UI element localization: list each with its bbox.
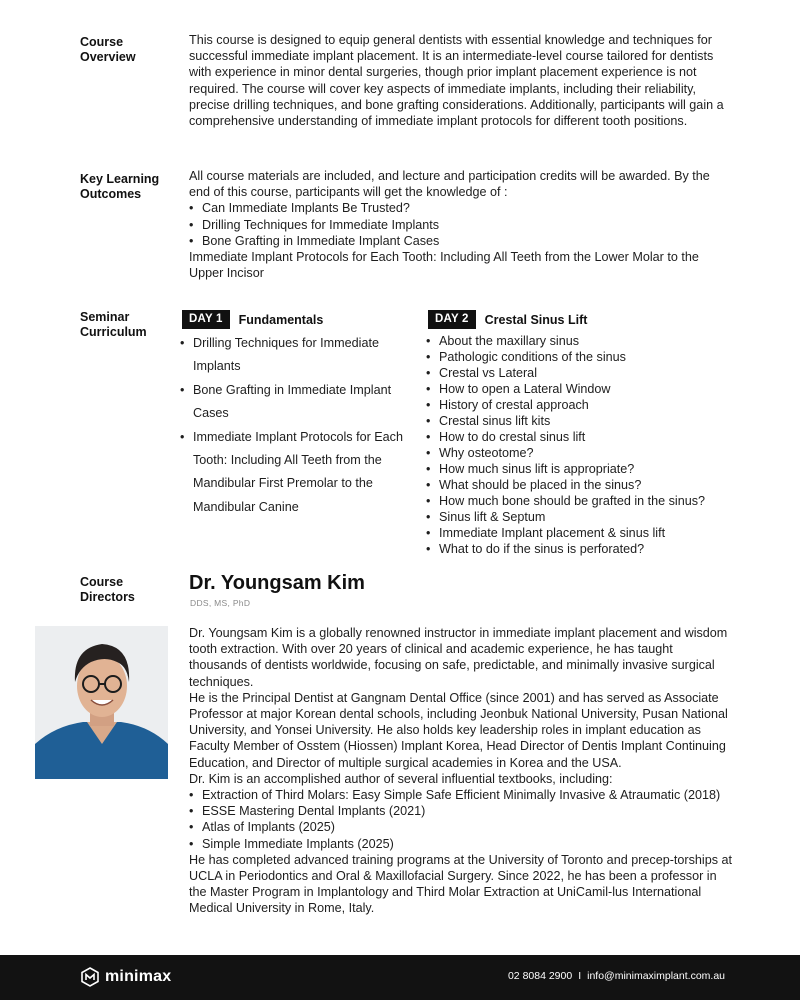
day2-title: Crestal Sinus Lift: [484, 312, 588, 327]
footer-contact: [508, 970, 725, 982]
list-item: • Immediate Implant Protocols for Each Tooth: Including All Teeth from the Mandibular First Premolar to the Mandibular Canine: [180, 426, 410, 520]
day2-header: [428, 310, 587, 329]
day1-title: Fundamentals: [238, 312, 324, 327]
day2-list: [426, 333, 746, 557]
brand-name: minimax: [105, 968, 172, 985]
list-item: • How much sinus lift is appropriate?: [426, 461, 746, 477]
bio-paragraph: He is the Principal Dentist at Gangnam Dental Office (since 2001) and has served as Associate Professor at major Korean dental schools, including Jeonbuk National University, Pusan National University, and Yonsei University. He also holds key leadership roles in implant education as Faculty Member of Osstem (Hiossen) Implant Korea, Head Director of Dentis Implant Continuing Education, and Director of multiple surgical academies in Korea and the USA.: [189, 690, 728, 770]
list-item: • Bone Grafting in Immediate Implant Cases: [189, 233, 734, 249]
list-item: • How to open a Lateral Window: [426, 381, 746, 397]
overview-text: This course is designed to equip general dentists with essential knowledge and techniques for successful immediate implant placement. It is an intermediate-level course tailored for dentists with experience in minor dental surgeries, though prior implant placement experience is not required. The course will cover key aspects of immediate implants, including their reliability, precise drilling techniques, and bone grafting considerations. Additionally, participants will gain a comprehensive understanding of immediate implant protocols for different tooth positions.: [189, 33, 724, 129]
list-item: • Atlas of Implants (2025): [189, 819, 734, 835]
list-item: • Can Immediate Implants Be Trusted?: [189, 200, 734, 216]
footer-separator: I: [578, 970, 582, 982]
list-item: • Crestal vs Lateral: [426, 365, 746, 381]
list-item: • Crestal sinus lift kits: [426, 413, 746, 429]
outcomes-intro: All course materials are included, and lecture and participation credits will be awarded. By the end of this course, participants will get the knowledge of :: [189, 169, 710, 200]
day1-list: [180, 332, 410, 519]
section-label-curriculum: Seminar Curriculum: [80, 310, 147, 339]
footer-email[interactable]: info@minimaximplant.com.au: [587, 970, 725, 982]
director-photo: [35, 626, 168, 779]
list-item: • How to do crestal sinus lift: [426, 429, 746, 445]
list-item: • Drilling Techniques for Immediate Implants: [189, 217, 734, 233]
director-name: Dr. Youngsam Kim: [189, 572, 365, 594]
outcomes-closing: Immediate Implant Protocols for Each Tooth: Including All Teeth from the Lower Molar to the Upper Incisor: [189, 250, 699, 281]
books-list: [189, 787, 734, 852]
list-item: • About the maxillary sinus: [426, 333, 746, 349]
day1-header: [182, 310, 323, 329]
day2-badge: DAY 2: [428, 310, 476, 329]
section-label-directors: Course Directors: [80, 575, 135, 604]
day1-badge: DAY 1: [182, 310, 230, 329]
list-item: • What should be placed in the sinus?: [426, 477, 746, 493]
list-item: • How much bone should be grafted in the sinus?: [426, 493, 746, 509]
list-item: • Drilling Techniques for Immediate Implants: [180, 332, 410, 379]
bio-paragraph: Dr. Kim is an accomplished author of several influential textbooks, including:: [189, 771, 613, 786]
list-item: • Why osteotome?: [426, 445, 746, 461]
list-item: • ESSE Mastering Dental Implants (2021): [189, 803, 734, 819]
outcomes-section: [189, 168, 734, 281]
director-bio: [189, 625, 734, 917]
footer-phone[interactable]: 02 8084 2900: [507, 970, 573, 982]
minimax-logo-icon: [80, 967, 100, 987]
list-item: • Simple Immediate Implants (2025): [189, 836, 734, 852]
brand-logo: [80, 967, 171, 987]
section-label-outcomes: Key Learning Outcomes: [80, 172, 160, 201]
list-item: • Extraction of Third Molars: Easy Simple Safe Efficient Minimally Invasive & Atraumatic (2018): [189, 787, 734, 803]
bio-closing: He has completed advanced training programs at the University of Toronto and precep-torships at UCLA in Periodontics and Oral & Maxillofacial Surgery. Since 2022, he has been a professor in the Master Program in Implantology and Third Molar Extraction at UniCamil-lus International Medical University in Rome, Italy.: [189, 852, 732, 916]
list-item: • Bone Grafting in Immediate Implant Cases: [180, 379, 410, 426]
outcomes-list: [189, 200, 734, 249]
bio-paragraph: Dr. Youngsam Kim is a globally renowned instructor in immediate implant placement and wisdom tooth extraction. With over 20 years of clinical and academic experience, he has taught thousands of dentists worldwide, focusing on safe, predictable, and minimally invasive surgical techniques.: [189, 626, 728, 689]
director-credentials: DDS, MS, PhD: [190, 598, 251, 608]
list-item: • Pathologic conditions of the sinus: [426, 349, 746, 365]
footer-bar: [0, 955, 800, 1000]
list-item: • History of crestal approach: [426, 397, 746, 413]
list-item: • Immediate Implant placement & sinus lift: [426, 525, 746, 541]
list-item: • What to do if the sinus is perforated?: [426, 541, 746, 557]
section-label-overview: Course Overview: [80, 35, 136, 64]
list-item: • Sinus lift & Septum: [426, 509, 746, 525]
